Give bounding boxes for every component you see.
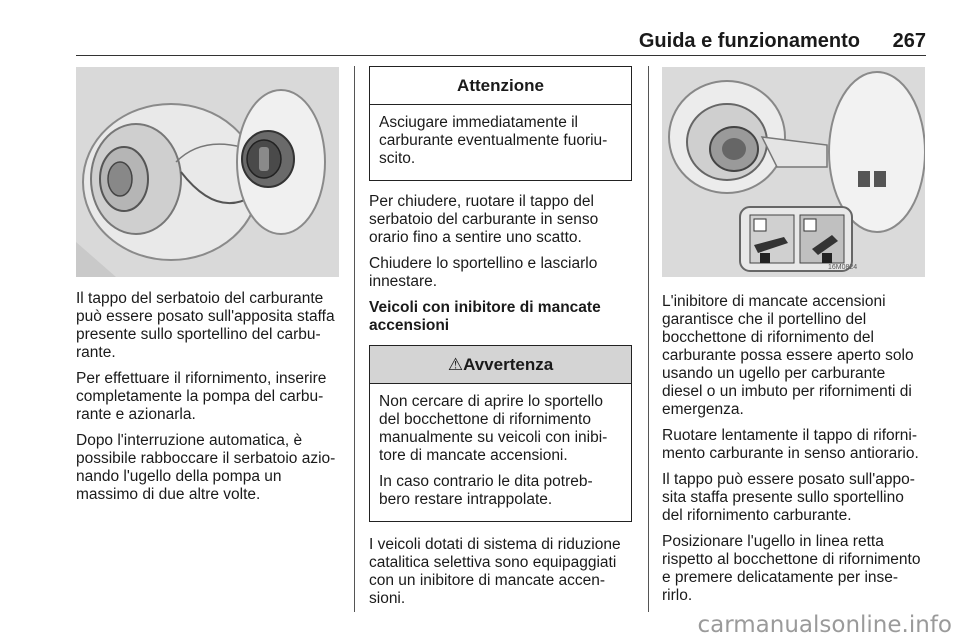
attention-text: Asciugare immediatamente il carburante eventualmente fuoriu-scito. [379, 114, 608, 167]
paragraph: Per effettuare il rifornimento, inserire completamente la pompa del carbu-rante e azionarla. [76, 370, 327, 423]
paragraph: Posizionare l'ugello in linea retta rispetto al bocchettone di rifornimento e premere delicatamente per inse-rirlo. [662, 533, 921, 604]
section-heading: Veicoli con inibitore di mancate accensioni [369, 299, 601, 334]
warning-box [369, 345, 632, 522]
section-title: Guida e funzionamento [638, 30, 860, 52]
warning-text: Non cercare di aprire lo sportello del bocchettone di rifornimento manualmente su veicoli con inibi-tore di mancate accensioni. [379, 393, 608, 464]
header-divider [76, 55, 926, 56]
fuel-cap-illustration [76, 67, 339, 277]
attention-box [369, 66, 632, 181]
column-1-text [76, 290, 341, 512]
warning-triangle-icon: ⚠ [447, 355, 464, 374]
warning-title: Avvertenza [463, 355, 554, 374]
fuel-cap-figure [76, 67, 339, 277]
paragraph: Dopo l'interruzione automatica, è possibile rabboccare il serbatoio azio-nando l'ugello della pompa un massimo di due altre volte. [76, 432, 336, 503]
figure-code: 16M0824 [828, 264, 858, 271]
paragraph: Per chiudere, ruotare il tappo del serbatoio del carburante in senso orario fino a sentire uno scatto. [369, 193, 599, 246]
column-divider-left [354, 66, 355, 612]
watermark: carmanualsonline.info [697, 612, 952, 638]
column-divider-right [648, 66, 649, 612]
misfuel-inhibitor-figure [662, 67, 925, 277]
paragraph: L'inibitore di mancate accensioni garantisce che il portellino del bocchettone di rifornimento del carburante possa essere aperto solo usando un ugello per carburante diesel o un imbuto per rifornimenti di emergenza. [662, 293, 914, 418]
paragraph: Ruotare lentamente il tappo di riforni-mento carburante in senso antiorario. [662, 427, 919, 462]
paragraph: Il tappo può essere posato sull'appo-sita staffa presente sullo sportellino del rifornimento carburante. [662, 471, 915, 524]
paragraph: Il tappo del serbatoio del carburante può essere posato sull'apposita staffa presente sullo sportellino del carbu-rante. [76, 290, 335, 361]
column-3-text [662, 293, 927, 613]
attention-title: Attenzione [370, 67, 631, 105]
misfuel-inhibitor-illustration [662, 67, 925, 277]
paragraph: Chiudere lo sportellino e lasciarlo innestare. [369, 255, 598, 290]
page-number: 267 [892, 30, 926, 52]
paragraph: I veicoli dotati di sistema di riduzione catalitica selettiva sono equipaggiati con un inibitore di mancate accen-sioni. [369, 536, 621, 607]
warning-text: In caso contrario le dita potreb-bero restare intrappolate. [379, 473, 593, 508]
column-2 [369, 66, 632, 616]
warning-header [370, 346, 631, 384]
